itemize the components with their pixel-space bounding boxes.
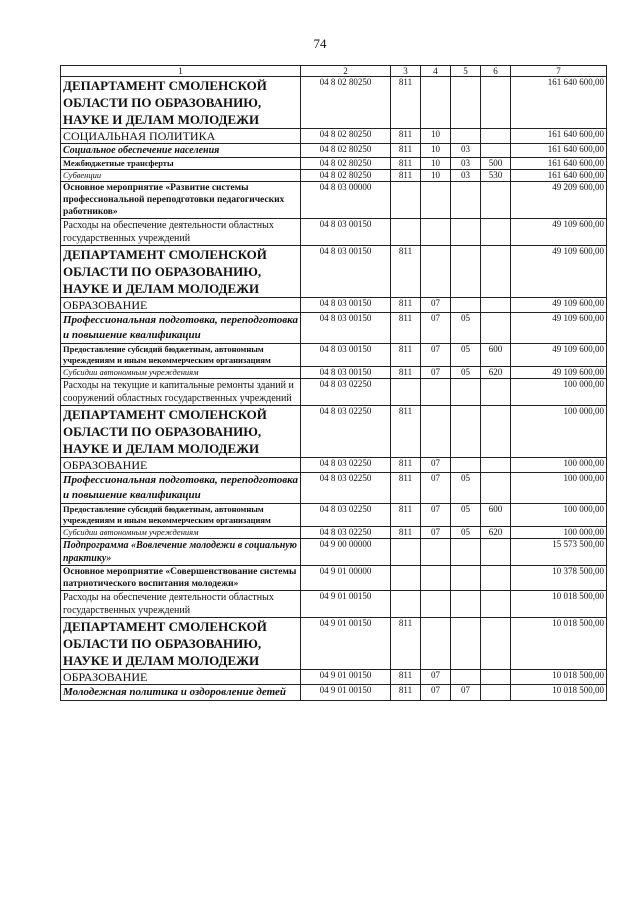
table-cell: 530 bbox=[481, 170, 511, 182]
table-cell: 10 018 500,00 bbox=[511, 685, 607, 701]
table-cell: 04 8 03 02250 bbox=[301, 504, 391, 527]
table-cell: Молодежная политика и оздоровление детей bbox=[61, 685, 301, 701]
table-cell: ОБРАЗОВАНИЕ bbox=[61, 458, 301, 473]
table-cell: 161 640 600,00 bbox=[511, 144, 607, 158]
table-cell bbox=[421, 379, 451, 406]
table-cell bbox=[451, 246, 481, 298]
table-cell: 04 8 03 02250 bbox=[301, 379, 391, 406]
table-cell: 04 8 03 02250 bbox=[301, 473, 391, 504]
table-cell bbox=[391, 591, 421, 618]
table-cell: 100 000,00 bbox=[511, 527, 607, 539]
column-header: 3 bbox=[391, 66, 421, 77]
table-cell bbox=[481, 129, 511, 144]
table-cell bbox=[451, 566, 481, 591]
table-cell: 49 209 600,00 bbox=[511, 182, 607, 219]
table-cell bbox=[421, 566, 451, 591]
table-cell: 07 bbox=[421, 473, 451, 504]
table-cell: 49 109 600,00 bbox=[511, 246, 607, 298]
table-cell: 07 bbox=[421, 367, 451, 379]
header-row bbox=[61, 66, 607, 77]
table-cell bbox=[481, 379, 511, 406]
table-row bbox=[61, 406, 607, 458]
table-cell: 07 bbox=[451, 685, 481, 701]
table-cell bbox=[391, 379, 421, 406]
table-cell: 04 8 02 80250 bbox=[301, 158, 391, 170]
table-cell bbox=[451, 618, 481, 670]
table-cell: 04 9 01 00150 bbox=[301, 685, 391, 701]
table-cell: Межбюджетные трансферты bbox=[61, 158, 301, 170]
table-cell: 161 640 600,00 bbox=[511, 77, 607, 129]
table-cell bbox=[451, 379, 481, 406]
table-cell: Подпрограмма «Вовлечение молодежи в социальную практику» bbox=[61, 539, 301, 566]
table-cell: 10 bbox=[421, 129, 451, 144]
table-row bbox=[61, 158, 607, 170]
table-cell bbox=[421, 182, 451, 219]
table-row bbox=[61, 144, 607, 158]
table-cell: 04 8 02 80250 bbox=[301, 170, 391, 182]
table-cell: 05 bbox=[451, 473, 481, 504]
table-cell: 100 000,00 bbox=[511, 473, 607, 504]
table-cell bbox=[481, 539, 511, 566]
table-cell: 811 bbox=[391, 504, 421, 527]
table-cell: 100 000,00 bbox=[511, 504, 607, 527]
table-row bbox=[61, 219, 607, 246]
table-cell bbox=[451, 539, 481, 566]
table-cell: 811 bbox=[391, 618, 421, 670]
table-cell: 07 bbox=[421, 527, 451, 539]
table-cell: 05 bbox=[451, 367, 481, 379]
table-cell: 100 000,00 bbox=[511, 458, 607, 473]
table-cell: 04 8 03 00150 bbox=[301, 246, 391, 298]
table-cell: 04 8 03 02250 bbox=[301, 527, 391, 539]
table-cell: 07 bbox=[421, 504, 451, 527]
table-cell bbox=[481, 246, 511, 298]
table-row bbox=[61, 473, 607, 504]
table-cell: 10 bbox=[421, 144, 451, 158]
table-row bbox=[61, 504, 607, 527]
table-cell: 07 bbox=[421, 685, 451, 701]
table-cell bbox=[481, 298, 511, 313]
table-cell: Расходы на текущие и капитальные ремонты зданий и сооружений областных государственных учреждений bbox=[61, 379, 301, 406]
column-header: 1 bbox=[61, 66, 301, 77]
table-cell: 49 109 600,00 bbox=[511, 344, 607, 367]
table-cell: 811 bbox=[391, 367, 421, 379]
table-cell: 811 bbox=[391, 406, 421, 458]
table-cell: 04 8 03 00150 bbox=[301, 219, 391, 246]
table-cell: 10 bbox=[421, 158, 451, 170]
table-row bbox=[61, 618, 607, 670]
table-cell: 10 bbox=[421, 170, 451, 182]
table-cell bbox=[451, 591, 481, 618]
table-cell bbox=[421, 246, 451, 298]
table-cell: Расходы на обеспечение деятельности областных государственных учреждений bbox=[61, 219, 301, 246]
table-cell bbox=[451, 129, 481, 144]
table-cell: ОБРАЗОВАНИЕ bbox=[61, 298, 301, 313]
table-cell bbox=[481, 144, 511, 158]
table-cell: 161 640 600,00 bbox=[511, 158, 607, 170]
table-cell bbox=[451, 298, 481, 313]
table-cell bbox=[481, 219, 511, 246]
table-cell: 04 8 03 02250 bbox=[301, 406, 391, 458]
table-cell: Профессиональная подготовка, переподготовка и повышение квалификации bbox=[61, 313, 301, 344]
table-cell: Основное мероприятие «Совершенствование системы патриотического воспитания молодежи» bbox=[61, 566, 301, 591]
table-cell: 500 bbox=[481, 158, 511, 170]
table-cell: 04 8 03 00150 bbox=[301, 344, 391, 367]
table-cell: 811 bbox=[391, 685, 421, 701]
table-cell: 811 bbox=[391, 170, 421, 182]
table-cell: Предоставление субсидий бюджетным, автономным учреждениям и иным некоммерческим организациям bbox=[61, 344, 301, 367]
table-row bbox=[61, 298, 607, 313]
table-cell bbox=[481, 458, 511, 473]
table-cell bbox=[391, 539, 421, 566]
table-cell: 10 018 500,00 bbox=[511, 591, 607, 618]
table-cell: 600 bbox=[481, 504, 511, 527]
table-cell: ДЕПАРТАМЕНТ СМОЛЕНСКОЙ ОБЛАСТИ ПО ОБРАЗОВАНИЮ, НАУКЕ И ДЕЛАМ МОЛОДЕЖИ bbox=[61, 406, 301, 458]
table-cell: 49 109 600,00 bbox=[511, 298, 607, 313]
table-row bbox=[61, 344, 607, 367]
table-cell: 04 8 03 00000 bbox=[301, 182, 391, 219]
table-cell: 05 bbox=[451, 313, 481, 344]
table-cell: Расходы на обеспечение деятельности областных государственных учреждений bbox=[61, 591, 301, 618]
column-header: 7 bbox=[511, 66, 607, 77]
table-cell: 04 9 00 00000 bbox=[301, 539, 391, 566]
table-cell: 07 bbox=[421, 670, 451, 685]
table-cell: Основное мероприятие «Развитие системы профессиональной переподготовки педагогических работников» bbox=[61, 182, 301, 219]
table-cell: 05 bbox=[451, 504, 481, 527]
table-cell bbox=[481, 618, 511, 670]
table-row bbox=[61, 246, 607, 298]
table-row bbox=[61, 367, 607, 379]
table-cell: 811 bbox=[391, 144, 421, 158]
table-cell bbox=[481, 473, 511, 504]
table-cell: 04 8 03 00150 bbox=[301, 298, 391, 313]
table-cell bbox=[481, 591, 511, 618]
table-cell: 49 109 600,00 bbox=[511, 367, 607, 379]
table-cell: 10 018 500,00 bbox=[511, 618, 607, 670]
table-cell bbox=[421, 406, 451, 458]
table-row bbox=[61, 129, 607, 144]
table-cell: 811 bbox=[391, 473, 421, 504]
table-cell: 04 9 01 00150 bbox=[301, 618, 391, 670]
table-cell: 03 bbox=[451, 144, 481, 158]
table-cell: 10 378 500,00 bbox=[511, 566, 607, 591]
table-cell: 07 bbox=[421, 458, 451, 473]
table-row bbox=[61, 670, 607, 685]
table-cell: СОЦИАЛЬНАЯ ПОЛИТИКА bbox=[61, 129, 301, 144]
table-cell: ДЕПАРТАМЕНТ СМОЛЕНСКОЙ ОБЛАСТИ ПО ОБРАЗОВАНИЮ, НАУКЕ И ДЕЛАМ МОЛОДЕЖИ bbox=[61, 618, 301, 670]
table-cell: ДЕПАРТАМЕНТ СМОЛЕНСКОЙ ОБЛАСТИ ПО ОБРАЗОВАНИЮ, НАУКЕ И ДЕЛАМ МОЛОДЕЖИ bbox=[61, 77, 301, 129]
table-cell bbox=[451, 182, 481, 219]
table-cell: 811 bbox=[391, 527, 421, 539]
table-cell: Субсидии автономным учреждениям bbox=[61, 527, 301, 539]
table-cell: Социальное обеспечение населения bbox=[61, 144, 301, 158]
column-header: 6 bbox=[481, 66, 511, 77]
table-cell: 04 8 02 80250 bbox=[301, 77, 391, 129]
table-cell: 620 bbox=[481, 367, 511, 379]
table-cell: 811 bbox=[391, 313, 421, 344]
table-cell: 04 9 01 00150 bbox=[301, 670, 391, 685]
table-cell: Субсидии автономным учреждениям bbox=[61, 367, 301, 379]
table-cell: 07 bbox=[421, 298, 451, 313]
table-cell bbox=[421, 539, 451, 566]
table-cell: 811 bbox=[391, 246, 421, 298]
table-cell: 811 bbox=[391, 77, 421, 129]
table-cell bbox=[421, 219, 451, 246]
table-row bbox=[61, 566, 607, 591]
table-cell: 811 bbox=[391, 670, 421, 685]
table-cell: 04 8 03 02250 bbox=[301, 458, 391, 473]
table-cell bbox=[481, 406, 511, 458]
table-cell: Субвенции bbox=[61, 170, 301, 182]
table-cell: 04 8 03 00150 bbox=[301, 367, 391, 379]
table-cell bbox=[481, 566, 511, 591]
table-cell: Предоставление субсидий бюджетным, автономным учреждениям и иным некоммерческим организациям bbox=[61, 504, 301, 527]
table-row bbox=[61, 458, 607, 473]
table-cell: 04 8 02 80250 bbox=[301, 144, 391, 158]
table-cell bbox=[481, 313, 511, 344]
table-row bbox=[61, 539, 607, 566]
table-cell: 811 bbox=[391, 344, 421, 367]
table-cell bbox=[421, 618, 451, 670]
table-cell: 07 bbox=[421, 313, 451, 344]
table-cell bbox=[451, 670, 481, 685]
table-cell bbox=[451, 219, 481, 246]
column-header: 5 bbox=[451, 66, 481, 77]
table-row bbox=[61, 527, 607, 539]
table-row bbox=[61, 182, 607, 219]
table-cell bbox=[451, 406, 481, 458]
table-cell bbox=[391, 219, 421, 246]
table-cell: 161 640 600,00 bbox=[511, 129, 607, 144]
table-cell bbox=[391, 182, 421, 219]
table-cell: 811 bbox=[391, 158, 421, 170]
table-cell bbox=[451, 77, 481, 129]
table-cell: 03 bbox=[451, 170, 481, 182]
table-cell bbox=[391, 566, 421, 591]
table-cell bbox=[451, 458, 481, 473]
table-cell: 04 8 03 00150 bbox=[301, 313, 391, 344]
table-cell bbox=[481, 182, 511, 219]
table-row bbox=[61, 77, 607, 129]
table-row bbox=[61, 313, 607, 344]
column-header: 2 bbox=[301, 66, 391, 77]
table-cell: ОБРАЗОВАНИЕ bbox=[61, 670, 301, 685]
table-cell: 04 9 01 00150 bbox=[301, 591, 391, 618]
table-cell: 03 bbox=[451, 158, 481, 170]
table-cell: 811 bbox=[391, 458, 421, 473]
table-row bbox=[61, 685, 607, 701]
table-cell bbox=[421, 77, 451, 129]
table-cell: 100 000,00 bbox=[511, 379, 607, 406]
table-cell: 04 9 01 00000 bbox=[301, 566, 391, 591]
table-cell: 161 640 600,00 bbox=[511, 170, 607, 182]
table-cell: 49 109 600,00 bbox=[511, 313, 607, 344]
table-cell: 07 bbox=[421, 344, 451, 367]
table-cell bbox=[481, 77, 511, 129]
table-cell: ДЕПАРТАМЕНТ СМОЛЕНСКОЙ ОБЛАСТИ ПО ОБРАЗОВАНИЮ, НАУКЕ И ДЕЛАМ МОЛОДЕЖИ bbox=[61, 246, 301, 298]
table-cell: Профессиональная подготовка, переподготовка и повышение квалификации bbox=[61, 473, 301, 504]
table-row bbox=[61, 591, 607, 618]
table-cell bbox=[421, 591, 451, 618]
table-cell: 05 bbox=[451, 344, 481, 367]
budget-table bbox=[60, 65, 607, 701]
table-row bbox=[61, 170, 607, 182]
table-cell: 15 573 500,00 bbox=[511, 539, 607, 566]
table-cell: 10 018 500,00 bbox=[511, 670, 607, 685]
table-cell: 620 bbox=[481, 527, 511, 539]
table-cell: 100 000,00 bbox=[511, 406, 607, 458]
table-row bbox=[61, 379, 607, 406]
table-cell bbox=[481, 685, 511, 701]
table-cell: 811 bbox=[391, 129, 421, 144]
column-header: 4 bbox=[421, 66, 451, 77]
table-cell: 04 8 02 80250 bbox=[301, 129, 391, 144]
table-cell: 600 bbox=[481, 344, 511, 367]
table-cell: 811 bbox=[391, 298, 421, 313]
page-number: 74 bbox=[313, 36, 327, 51]
table-cell: 05 bbox=[451, 527, 481, 539]
table-cell bbox=[481, 670, 511, 685]
table-cell: 49 109 600,00 bbox=[511, 219, 607, 246]
